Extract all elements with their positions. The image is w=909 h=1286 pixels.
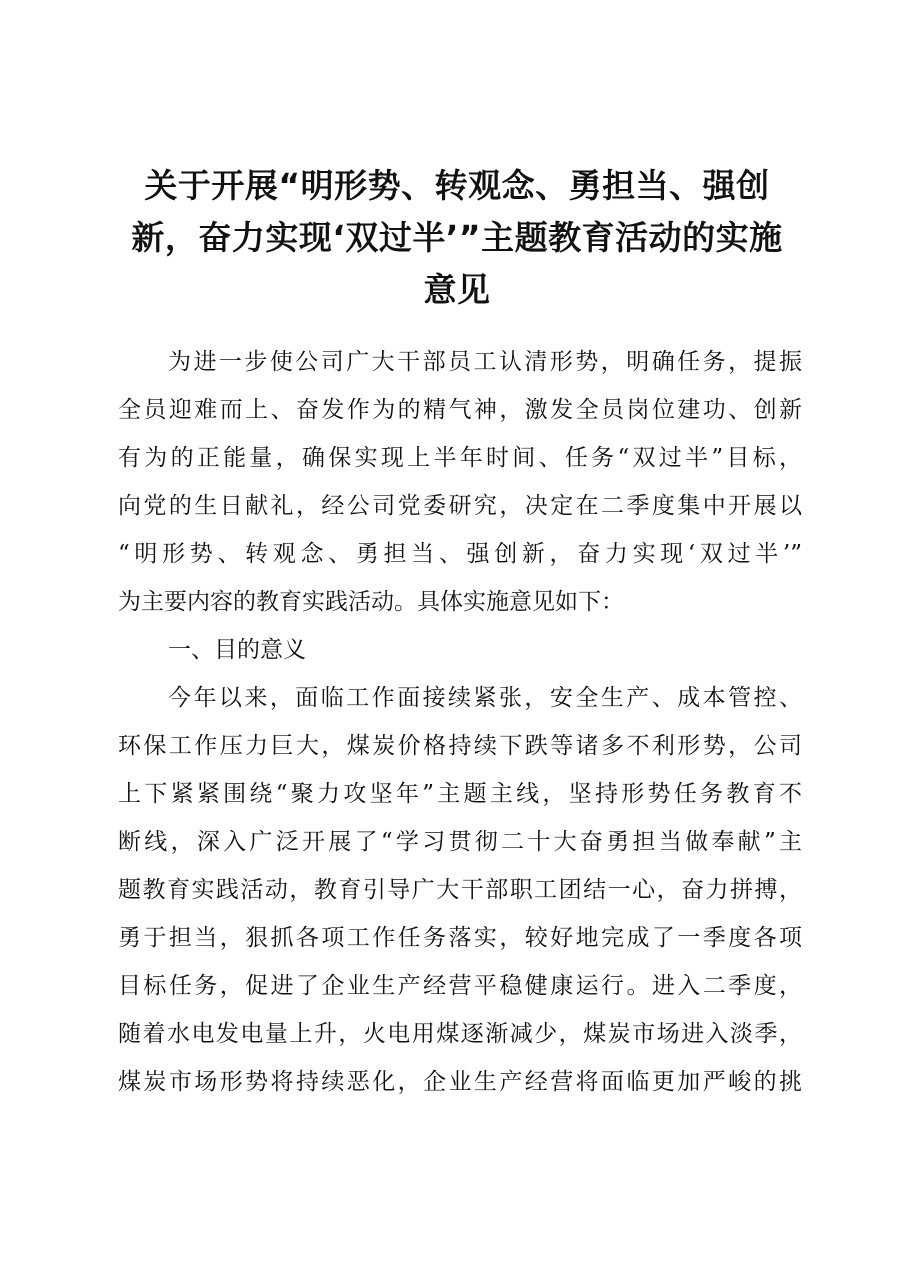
paragraph-line: 环保工作压力巨大，煤炭价格持续下跌等诸多不利形势，公司 xyxy=(118,733,802,759)
section-heading-text: 一、目的意义 xyxy=(168,637,306,663)
paragraph-line: 目标任务，促进了企业生产经营平稳健康运行。进入二季度， xyxy=(118,973,802,999)
paragraph-line: 为主要内容的教育实践活动。具体实施意见如下： xyxy=(118,589,624,615)
paragraph-line: “明形势、转观念、勇担当、强创新，奋力实现‘双过半’” xyxy=(118,541,802,567)
paragraph-line: 随着水电发电量上升，火电用煤逐渐减少，煤炭市场进入淡季， xyxy=(118,1021,802,1047)
paragraph-purpose xyxy=(118,674,802,1106)
paragraph-intro xyxy=(118,338,802,626)
paragraph-line: 为进一步使公司广大干部员工认清形势，明确任务，提振 xyxy=(168,349,802,375)
paragraph-line: 向党的生日献礼，经公司党委研究，决定在二季度集中开展以 xyxy=(118,493,802,519)
paragraph-line: 题教育实践活动，教育引导广大干部职工团结一心，奋力拼搏， xyxy=(118,877,802,903)
document-body xyxy=(118,338,802,1106)
paragraph-line: 今年以来，面临工作面接续紧张，安全生产、成本管控、 xyxy=(168,685,802,711)
section-heading xyxy=(118,626,802,674)
paragraph-line: 断线，深入广泛开展了“学习贯彻二十大奋勇担当做奉献”主 xyxy=(118,829,802,855)
paragraph-line: 勇于担当，狠抓各项工作任务落实，较好地完成了一季度各项 xyxy=(118,925,802,951)
paragraph-line: 上下紧紧围绕“聚力攻坚年”主题主线，坚持形势任务教育不 xyxy=(118,781,802,807)
paragraph-line: 煤炭市场形势将持续恶化，企业生产经营将面临更加严峻的挑 xyxy=(118,1069,802,1095)
document-title: 关于开展“明形势、转观念、勇担当、强创新，奋力实现‘双过半’”主题教育活动的实施意见 xyxy=(131,166,783,309)
paragraph-line: 全员迎难而上、奋发作为的精气神，激发全员岗位建功、创新 xyxy=(118,397,802,423)
paragraph-line: 有为的正能量，确保实现上半年时间、任务“双过半”目标， xyxy=(118,445,802,471)
